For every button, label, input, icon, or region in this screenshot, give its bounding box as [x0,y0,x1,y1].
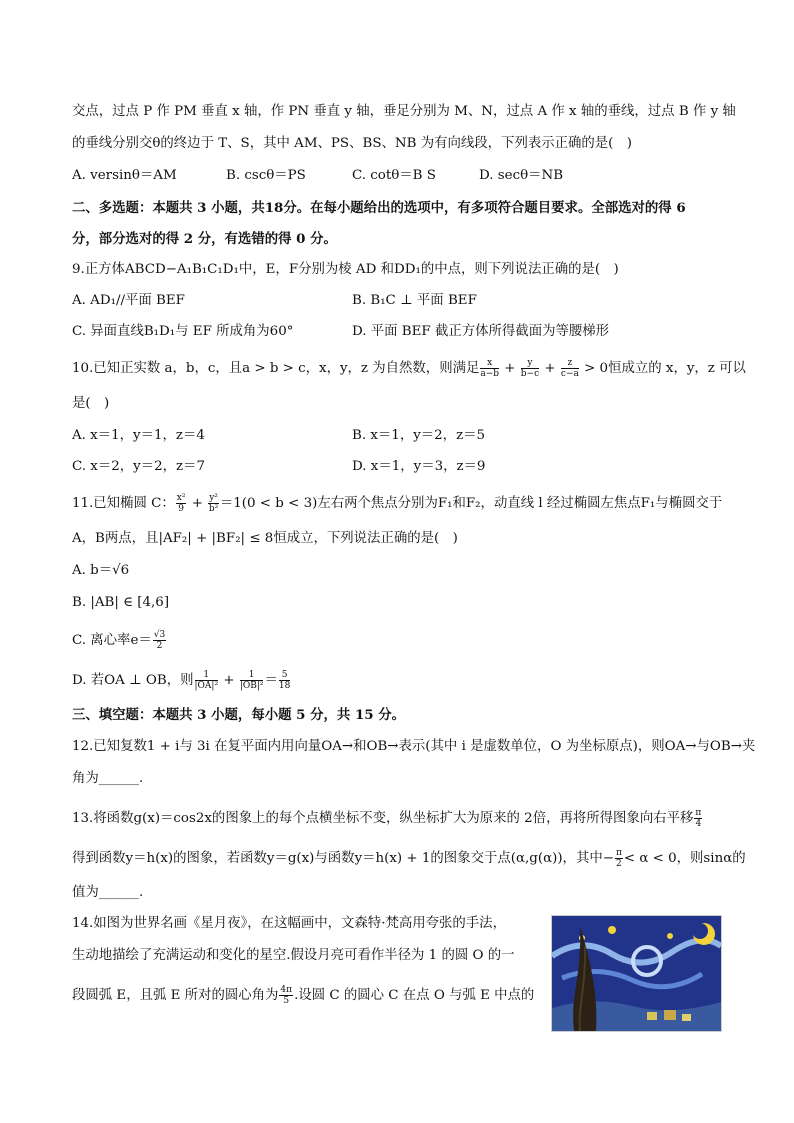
q8-option-c: C. cotθ＝B S [352,168,436,183]
q13-fraction-pi4 [694,808,702,829]
q13-pi4-num: π [695,808,702,818]
q11-d-fraction-1 [195,670,219,691]
q11-c-den: 2 [156,641,163,651]
q11-stem-line2: A，B两点，且|AF₂| + |BF₂| ≤ 8恒成立，下列说法正确的是( ) [72,531,458,546]
q11-d-f1-den: |OA|² [194,681,219,691]
starry-night-painting [551,915,722,1032]
painting-star-2 [667,933,673,939]
q9-option-a: A. AD₁//平面 BEF [72,293,185,308]
q13-stem-line2 [72,848,746,869]
q12-stem-line1: 12.已知复数1 + i与 3i 在复平面内用向量OA→和OB→表示(其中 i 是虚数单位，O 为坐标原点)，则OA→与OB→夹 [72,739,756,754]
q14-fraction-angle [279,985,293,1006]
q10-option-a: A. x＝1，y＝1，z＝4 [72,428,205,443]
q13-pi2-num: π [615,848,622,858]
q13-stem-line3: 值为______. [72,885,144,900]
section2-header-line1: 二、多选题：本题共 3 小题，共18分。在每小题给出的选项中，有多项符合题目要求。全部选对的得 6 [72,200,686,216]
q14-stem-line3 [72,985,534,1006]
q10-stem-text-a: 10.已知正实数 a，b，c，且a > b > c，x，y，z 为自然数，则满足 [72,361,480,376]
q13-stem-text-c: < α < 0，则sinα的 [623,851,746,866]
q13-stem-text-a: 13.将函数g(x)＝cos2x的图象上的每个点横坐标不变，纵坐标扩大为原来的 2倍，再将所得图象向右平移 [72,811,694,826]
q11-option-c-fraction [153,630,166,651]
q11-d-fraction-2 [240,670,264,691]
painting-village-2 [664,1010,676,1020]
painting-moon-shadow [692,923,708,939]
q11-d-f3-den: 18 [278,681,291,691]
q11-fraction-x [176,493,187,514]
q9-option-c: C. 异面直线B₁D₁与 EF 所成角为60° [72,324,294,339]
q10-stem-text-b: > 0恒成立的 x，y，z 可以 [584,361,746,376]
q14-stem-text-a: 段圆弧 E，且弧 E 所对的圆心角为 [72,988,279,1003]
q10-f2-den: b−c [520,369,540,379]
q11-f2-num: y² [209,493,218,503]
q14-angle-num: 4π [280,985,293,995]
q8-stem-line2: 的垂线分别交θ的终边于 T、S，其中 AM、PS、BS、NB 为有向线段，下列表示正确的是( ) [72,136,633,151]
section2-header-line2: 分，部分选对的得 2 分，有选错的得 0 分。 [72,231,337,247]
painting-village-3 [682,1014,691,1021]
q11-f1-num: x² [176,493,186,503]
q8-option-a: A. versinθ＝AM [72,168,177,183]
q10-option-c: C. x＝2，y＝2，z＝7 [72,459,205,474]
q11-option-c [72,630,167,651]
q11-c-num: √3 [153,630,166,640]
q10-f2-num: y [521,358,539,369]
q10-f3-den: c−a [560,369,579,379]
q11-option-c-text: C. 离心率e＝ [72,633,152,648]
q10-stem-line2: 是( ) [72,396,110,411]
q14-angle-den: 5 [283,996,290,1006]
q13-fraction-pi2 [615,848,623,869]
q10-f1-num: x [480,358,499,369]
q11-d-f3-num: 5 [279,670,290,681]
q14-stem-line1: 14.如图为世界名画《星月夜》，在这幅画中，文森特·梵高用夸张的手法， [72,916,506,931]
q11-option-a: A. b＝√6 [72,563,130,578]
q10-stem-line1: 10.已知正实数 a，b，c，且a > b > c，x，y，z 为自然数，则满足 $\frac{x}{a-b}$ + $\frac{y}{b-c}$ + $\frac{z}{c-a}$ > 0恒成立的 x，y，z 可以 [72,358,746,379]
q10-fraction-3 [561,358,579,379]
q11-d-f2-num: 1 [240,670,264,681]
q8-option-b: B. cscθ＝PS [226,168,306,183]
q11-stem-text-b: ＝1(0 < b < 3)左右两个焦点分别为F₁和F₂，动直线 l 经过椭圆左焦点F₁与椭圆交于 [219,496,723,511]
q14-stem-line2: 生动地描绘了充满运动和变化的星空.假设月亮可看作半径为 1 的圆 O 的一 [72,948,515,963]
q10-fraction-2 [521,358,539,379]
q11-stem-line1: 11.已知椭圆 C： $\frac{\text{x²}}{9}$ + $\frac{\text{y²}}{\text{b²}}$ ＝1(0 < b < 3)左右两个焦点分别为F₁和F₂，动直线 l 经过椭圆左焦点F₁与椭圆交于 [72,493,723,514]
q9-option-b: B. B₁C ⊥ 平面 BEF [352,293,477,308]
q10-f1-den: a−b [480,369,500,379]
q10-option-b: B. x＝1，y＝2，z＝5 [352,428,486,443]
painting-village-1 [647,1012,657,1020]
q11-option-b: B. |AB| ∈ [4,6] [72,595,170,610]
q11-stem-text-a: 11.已知椭圆 C： [72,496,175,511]
q11-d-fraction-3 [279,670,290,691]
q8-option-d: D. secθ＝NB [479,168,564,183]
q12-stem-line2: 角为______. [72,771,144,786]
q14-stem-text-b: .设圆 C 的圆心 C 在点 O 与弧 E 中点的 [294,988,535,1003]
q13-stem-text-b: 得到函数y＝h(x)的图象，若函数y＝g(x)与函数y＝h(x) + 1的图象交于点(α,g(α))，其中− [72,851,614,866]
q8-stem-line1: 交点，过点 P 作 PM 垂直 x 轴，作 PN 垂直 y 轴，垂足分别为 M、N，过点 A 作 x 轴的垂线，过点 B 作 y 轴 [72,104,736,119]
q11-option-d-text: D. 若OA ⊥ OB，则 [72,673,194,688]
q10-fraction-1 [480,358,499,379]
q11-fraction-y [208,493,219,514]
q13-stem-line1 [72,808,703,829]
q11-d-f1-num: 1 [195,670,219,681]
q13-pi2-den: 2 [616,859,622,869]
starry-night-svg [552,916,721,1031]
q9-option-d: D. 平面 BEF 截正方体所得截面为等腰梯形 [352,324,610,339]
q10-f3-num: z [561,358,579,369]
q9-stem: 9.正方体ABCD−A₁B₁C₁D₁中，E，F分别为棱 AD 和DD₁的中点，则下列说法正确的是( ) [72,262,619,277]
q13-pi4-den: 4 [695,819,702,829]
q10-option-d: D. x＝1，y＝3，z＝9 [352,459,486,474]
q11-f1-den: 9 [178,504,184,514]
q11-f2-den: b² [208,504,219,514]
q11-d-f2-den: |OB|² [239,681,264,691]
section3-header: 三、填空题：本题共 3 小题，每小题 5 分，共 15 分。 [72,707,406,723]
q11-option-d: D. 若OA ⊥ OB，则 $\frac{1}{\text{|OA|²}}$ + $\frac{1}{\text{|OB|²}}$ ＝ $\frac{5}{18}$ [72,670,291,691]
painting-star-1 [608,926,616,934]
